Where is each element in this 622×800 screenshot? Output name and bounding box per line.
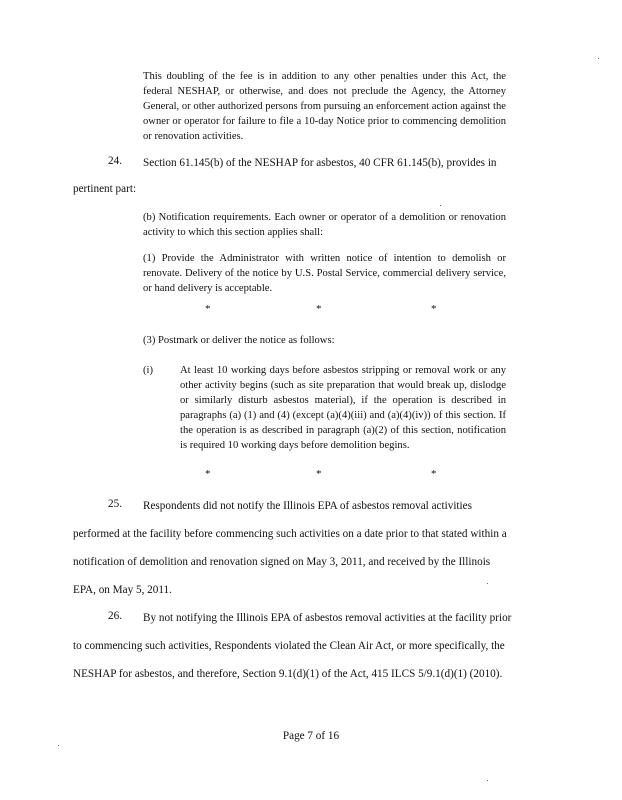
paragraph-26-line-3: NESHAP for asbestos, and therefore, Section 9.1(d)(1) of the Act, 415 ILCS 5/9.1(d)(1) (2010).	[73, 668, 503, 680]
paragraph-24-number: 24.	[108, 155, 122, 167]
quote-postmark-notice: (3) Postmark or deliver the notice as follows:	[143, 335, 335, 346]
paragraph-25-line-1: Respondents did not notify the Illinois EPA of asbestos removal activities	[143, 500, 472, 512]
paragraph-24-line-2: pertinent part:	[73, 183, 137, 195]
paragraph-25-number: 25.	[108, 498, 122, 510]
scan-speck	[58, 745, 59, 746]
quote-fee-doubling: This doubling of the fee is in addition to any other penalties under this Act, the federal NESHAP, or otherwise, and does not preclude the Agency, the Attorney General, or other authorized persons from pursuing an enforcement action against the owner or operator for failure to file a 10-day Notice prior to commencing demolition or renovation activities.	[143, 71, 506, 142]
paragraph-26-number: 26.	[108, 610, 122, 622]
quote-item-i-label: (i)	[143, 365, 153, 376]
quote-notification-requirements: (b) Notification requirements. Each owner or operator of a demolition or renovation activity to which this section applies shall:	[143, 212, 506, 238]
quote-written-notice: (1) Provide the Administrator with written notice of intention to demolish or renovate. Delivery of the notice by U.S. Postal Service, commercial delivery service, or hand delivery is acceptable.	[143, 253, 506, 294]
scan-speck	[598, 58, 599, 59]
paragraph-25-line-2: performed at the facility before commencing such activities on a date prior to that stated within a	[73, 528, 507, 540]
paragraph-25-line-3: notification of demolition and renovation signed on May 3, 2011, and received by the Illinois	[73, 556, 491, 568]
quote-item-i-text: At least 10 working days before asbestos stripping or removal work or any other activity begins (such as site preparation that would break up, dislodge or similarly disturb asbestos material), if the operation is described in paragraphs (a) (1) and (4) (except (a)(4)(iii) and (a)(4)(iv)) of this section. If the operation is as described in paragraph (a)(2) of this section, notification is required 10 working days before demolition begins.	[180, 365, 506, 451]
scan-speck	[487, 780, 488, 781]
scan-speck	[440, 205, 441, 206]
paragraph-26-line-1: By not notifying the Illinois EPA of asbestos removal activities at the facility prior	[143, 612, 512, 624]
paragraph-26-line-2: to commencing such activities, Respondents violated the Clean Air Act, or more specifically, the	[73, 640, 505, 652]
paragraph-24-line-1: Section 61.145(b) of the NESHAP for asbestos, 40 CFR 61.145(b), provides in	[143, 157, 497, 169]
scan-speck	[487, 583, 488, 584]
paragraph-25-line-4: EPA, on May 5, 2011.	[73, 584, 172, 596]
page-number-footer: Page 7 of 16	[282, 730, 340, 742]
